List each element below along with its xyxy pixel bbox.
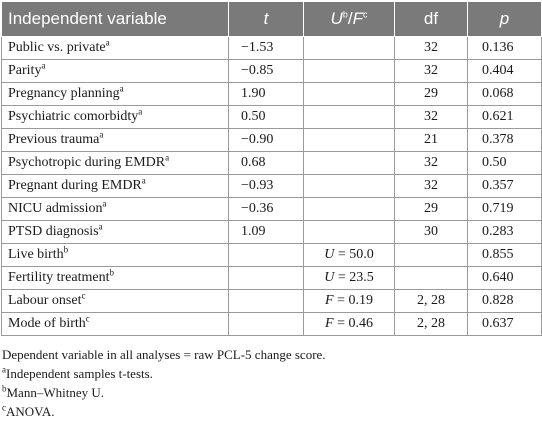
table-row — [2, 37, 542, 60]
table-body — [2, 37, 542, 336]
statistic-symbol: F — [325, 316, 334, 331]
p-value-cell: 0.855 — [468, 244, 542, 267]
t-value-cell: −0.36 — [229, 198, 304, 221]
table-row — [2, 244, 542, 267]
u-f-value-cell — [304, 83, 395, 106]
u-f-value-cell — [304, 106, 395, 129]
df-value-cell: 29 — [395, 83, 468, 106]
p-value-cell: 0.378 — [468, 129, 542, 152]
df-value-cell: 21 — [395, 129, 468, 152]
note-a — [2, 364, 541, 383]
header-independent-variable: Independent variable — [2, 2, 229, 37]
u-f-value-cell — [304, 267, 395, 290]
t-value-cell: −0.90 — [229, 129, 304, 152]
t-value-cell: 1.09 — [229, 221, 304, 244]
header-u-label: U — [330, 9, 343, 28]
t-value-cell — [229, 267, 304, 290]
note-b-mark: b — [2, 383, 7, 394]
results-table-container — [1, 1, 541, 421]
header-p-label: p — [499, 9, 510, 28]
variable-label: Psychotropic during EMDR — [8, 155, 166, 170]
df-value-cell: 32 — [395, 60, 468, 83]
note-a-text: Independent samples t-tests. — [6, 366, 153, 381]
variable-label: PTSD diagnosis — [8, 224, 99, 239]
header-slash: / — [347, 9, 353, 28]
variable-footnote-mark: a — [105, 37, 110, 48]
variable-cell — [2, 106, 229, 129]
variable-footnote-mark: a — [165, 152, 170, 163]
u-f-value-cell — [304, 290, 395, 313]
variable-footnote-mark: a — [98, 221, 103, 232]
p-value-cell: 0.404 — [468, 60, 542, 83]
p-value-cell: 0.640 — [468, 267, 542, 290]
variable-cell — [2, 290, 229, 313]
variable-footnote-mark: a — [141, 175, 146, 186]
variable-label: Public vs. private — [8, 40, 106, 55]
df-value-cell — [395, 267, 468, 290]
u-f-value-cell — [304, 129, 395, 152]
table-row — [2, 267, 542, 290]
note-c — [2, 402, 541, 421]
p-value-cell: 0.283 — [468, 221, 542, 244]
df-value-cell: 32 — [395, 152, 468, 175]
table-row — [2, 290, 542, 313]
note-b-text: Mann–Whitney U. — [6, 385, 104, 400]
variable-cell — [2, 129, 229, 152]
u-f-value-cell — [304, 221, 395, 244]
p-value-cell: 0.136 — [468, 37, 542, 60]
t-value-cell — [229, 244, 304, 267]
variable-cell — [2, 175, 229, 198]
variable-cell — [2, 313, 229, 336]
statistic-symbol: U — [324, 247, 335, 262]
u-f-value-cell — [304, 313, 395, 336]
df-value-cell: 2, 28 — [395, 290, 468, 313]
variable-label: NICU admission — [8, 201, 103, 216]
header-p — [468, 2, 542, 37]
table-row — [2, 60, 542, 83]
variable-cell — [2, 83, 229, 106]
p-value-cell: 0.621 — [468, 106, 542, 129]
header-t-label: t — [263, 9, 269, 28]
p-value-cell: 0.357 — [468, 175, 542, 198]
variable-label: Fertility treatment — [8, 270, 110, 285]
note-c-mark: c — [2, 402, 6, 413]
header-u-footnote-mark: b — [342, 9, 348, 20]
variable-label: Mode of birth — [8, 316, 86, 331]
note-b — [2, 383, 541, 402]
variable-cell — [2, 267, 229, 290]
variable-label: Psychiatric comorbidty — [8, 109, 139, 124]
df-value-cell: 29 — [395, 198, 468, 221]
t-value-cell — [229, 313, 304, 336]
df-value-cell: 32 — [395, 175, 468, 198]
t-value-cell — [229, 290, 304, 313]
t-value-cell: 0.68 — [229, 152, 304, 175]
table-row — [2, 198, 542, 221]
variable-footnote-mark: a — [41, 60, 46, 71]
variable-label: Pregnancy planning — [8, 86, 120, 101]
df-value-cell — [395, 244, 468, 267]
variable-label: Labour onset — [8, 293, 82, 308]
variable-footnote-mark: a — [119, 83, 124, 94]
table-row — [2, 129, 542, 152]
variable-cell — [2, 198, 229, 221]
table-notes — [1, 345, 541, 421]
variable-footnote-mark: c — [81, 290, 86, 301]
note-c-text: ANOVA. — [6, 404, 55, 419]
header-u-f — [304, 2, 395, 37]
table-row — [2, 175, 542, 198]
df-value-cell: 32 — [395, 106, 468, 129]
p-value-cell: 0.637 — [468, 313, 542, 336]
statistic-value: = 0.19 — [333, 293, 373, 308]
variable-cell — [2, 37, 229, 60]
note-dependent-variable: Dependent variable in all analyses = raw PCL-5 change score. — [2, 347, 326, 362]
u-f-value-cell — [304, 60, 395, 83]
variable-footnote-mark: b — [63, 244, 69, 255]
table-row — [2, 83, 542, 106]
table-row — [2, 221, 542, 244]
statistic-symbol: F — [325, 293, 334, 308]
u-f-value-cell — [304, 152, 395, 175]
note-a-mark: a — [2, 364, 6, 375]
statistic-symbol: U — [324, 270, 335, 285]
p-value-cell: 0.719 — [468, 198, 542, 221]
u-f-value-cell — [304, 244, 395, 267]
variable-footnote-mark: a — [138, 106, 143, 117]
table-row — [2, 313, 542, 336]
df-value-cell: 30 — [395, 221, 468, 244]
u-f-value-cell — [304, 175, 395, 198]
variable-footnote-mark: a — [99, 129, 104, 140]
variable-footnote-mark: c — [85, 313, 90, 324]
u-f-value-cell — [304, 198, 395, 221]
df-value-cell: 32 — [395, 37, 468, 60]
variable-cell — [2, 244, 229, 267]
statistic-value: = 0.46 — [333, 316, 373, 331]
header-f-footnote-mark: c — [362, 9, 368, 20]
statistic-value: = 50.0 — [334, 247, 374, 262]
statistic-value: = 23.5 — [334, 270, 374, 285]
results-table — [1, 1, 542, 336]
table-row — [2, 152, 542, 175]
t-value-cell: −0.93 — [229, 175, 304, 198]
variable-cell — [2, 152, 229, 175]
df-value-cell: 2, 28 — [395, 313, 468, 336]
u-f-value-cell — [304, 37, 395, 60]
variable-label: Pregnant during EMDR — [8, 178, 142, 193]
header-t — [229, 2, 304, 37]
t-value-cell: −0.85 — [229, 60, 304, 83]
variable-label: Previous trauma — [8, 132, 100, 147]
header-f-label: F — [352, 9, 363, 28]
variable-cell — [2, 60, 229, 83]
p-value-cell: 0.50 — [468, 152, 542, 175]
table-row — [2, 106, 542, 129]
header-df: df — [395, 2, 468, 37]
variable-footnote-mark: a — [102, 198, 107, 209]
t-value-cell: 1.90 — [229, 83, 304, 106]
t-value-cell: −1.53 — [229, 37, 304, 60]
p-value-cell: 0.068 — [468, 83, 542, 106]
variable-label: Parity — [8, 63, 42, 78]
p-value-cell: 0.828 — [468, 290, 542, 313]
table-header-row — [2, 2, 542, 37]
t-value-cell: 0.50 — [229, 106, 304, 129]
variable-label: Live birth — [8, 247, 64, 262]
variable-footnote-mark: b — [109, 267, 114, 278]
variable-cell — [2, 221, 229, 244]
